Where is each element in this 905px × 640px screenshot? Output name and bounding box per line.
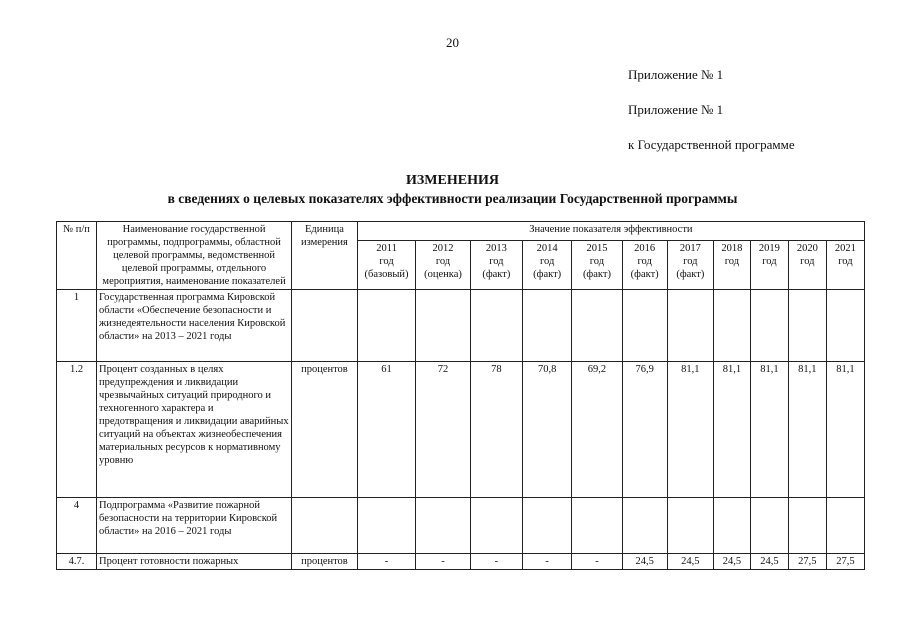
header-name: Наименование государственной программы, подпрограммы, областной целевой программы, ведомственной целевой программы, отдельного мероприятия, наименование показателей [97, 222, 292, 290]
header-year-year: 2019 [758, 242, 780, 254]
row-value-2019: 81,1 [750, 362, 788, 498]
header-year-sub1: год [539, 255, 555, 267]
row-value-2012 [416, 290, 470, 362]
row-value-2018 [713, 290, 750, 362]
row-value-2012 [416, 498, 470, 554]
row-unit [292, 498, 358, 554]
header-year-sub1: год [838, 255, 853, 267]
header-year-sub1: год [379, 255, 394, 267]
header-year-year: 2013 [485, 242, 507, 254]
header-year-sub1: год [489, 255, 504, 267]
annex-label: Приложение № 1 [628, 67, 724, 82]
header-num: № п/п [57, 222, 97, 290]
header-year-sub1: год [435, 255, 451, 267]
row-value-2018: 24,5 [713, 554, 750, 570]
row-value-2016: 24,5 [622, 554, 667, 570]
header-year-year: 2011 [376, 242, 397, 254]
row-value-2015: - [572, 554, 622, 570]
row-value-2020 [788, 290, 826, 362]
header-year-year: 2017 [679, 242, 701, 254]
row-name: Подпрограмма «Развитие пожарной безопасности на территории Кировской области» на 2016 – 2021 годы [97, 498, 292, 554]
row-value-2013 [470, 290, 522, 362]
row-value-2020 [788, 498, 826, 554]
header-unit: Единица измерения [292, 222, 358, 290]
row-value-2016 [622, 290, 667, 362]
header-year-year: 2021 [834, 242, 856, 254]
header-year-2018 [713, 240, 750, 289]
row-value-2016: 76,9 [622, 362, 667, 498]
row-value-2017 [667, 290, 713, 362]
row-name: Процент готовности пожарных [97, 554, 292, 570]
header-year-2020 [788, 240, 826, 289]
row-value-2018: 81,1 [713, 362, 750, 498]
row-value-2017: 24,5 [667, 554, 713, 570]
header-year-sub2: (базовый) [364, 268, 409, 280]
row-value-2012: - [416, 554, 470, 570]
header-year-2017 [667, 240, 713, 289]
row-num: 4 [57, 498, 97, 554]
header-year-2019 [750, 240, 788, 289]
header-year-sub1: год [589, 255, 605, 267]
row-value-2015: 69,2 [572, 362, 622, 498]
row-value-2014 [523, 498, 572, 554]
row-unit [292, 290, 358, 362]
header-year-year: 2014 [536, 242, 558, 254]
table-body [57, 290, 865, 570]
row-value-2014: 70,8 [523, 362, 572, 498]
header-year-2014 [523, 240, 572, 289]
row-value-2011: 61 [357, 362, 416, 498]
row-value-2015 [572, 290, 622, 362]
row-value-2021: 81,1 [826, 362, 864, 498]
header-year-2016 [622, 240, 667, 289]
header-year-sub2: (факт) [676, 268, 705, 280]
row-value-2019 [750, 498, 788, 554]
header-values-group: Значение показателя эффективности [357, 222, 864, 241]
row-value-2015 [572, 498, 622, 554]
row-num: 4.7. [57, 554, 97, 570]
row-name: Процент созданных в целях предупреждения и ликвидации чрезвычайных ситуаций природного и техногенного характера и предотвращения и ликвидации аварийных ситуаций на объектах жизнеобеспечения материальных ресурсов к нормативному уровню [97, 362, 292, 498]
row-value-2019 [750, 290, 788, 362]
row-value-2013: - [470, 554, 522, 570]
row-value-2014 [523, 290, 572, 362]
table-row [57, 554, 865, 570]
table-row [57, 290, 865, 362]
row-value-2020: 81,1 [788, 362, 826, 498]
row-value-2011 [357, 290, 416, 362]
header-year-year: 2016 [634, 242, 656, 254]
header-year-year: 2015 [586, 242, 608, 254]
row-num: 1 [57, 290, 97, 362]
header-year-sub2: (факт) [533, 268, 562, 280]
header-year-sub1: год [762, 255, 777, 267]
row-unit: процентов [292, 362, 358, 498]
header-year-year: 2020 [796, 242, 818, 254]
header-year-2013 [470, 240, 522, 289]
row-value-2017 [667, 498, 713, 554]
annex-target: к Государственной программе [628, 137, 795, 152]
row-value-2017: 81,1 [667, 362, 713, 498]
header-year-sub1: год [724, 255, 740, 267]
row-value-2021 [826, 498, 864, 554]
row-value-2018 [713, 498, 750, 554]
row-unit: процентов [292, 554, 358, 570]
row-value-2021: 27,5 [826, 554, 864, 570]
header-year-sub1: год [683, 255, 698, 267]
row-value-2021 [826, 290, 864, 362]
header-year-year: 2018 [721, 242, 743, 254]
header-year-year: 2012 [432, 242, 454, 254]
header-year-sub1: год [800, 255, 815, 267]
header-year-2021 [826, 240, 864, 289]
header-year-sub2: (факт) [582, 268, 611, 280]
table-row [57, 362, 865, 498]
row-value-2016 [622, 498, 667, 554]
row-value-2019: 24,5 [750, 554, 788, 570]
page-number: 20 [446, 35, 459, 50]
row-value-2011 [357, 498, 416, 554]
header-year-2012 [416, 240, 470, 289]
row-num: 1.2 [57, 362, 97, 498]
row-value-2013: 78 [470, 362, 522, 498]
header-year-2011 [357, 240, 416, 289]
row-value-2011: - [357, 554, 416, 570]
row-value-2014: - [523, 554, 572, 570]
header-year-sub2: (оценка) [424, 268, 462, 280]
header-year-sub2: (факт) [482, 268, 511, 280]
row-name: Государственная программа Кировской области «Обеспечение безопасности и жизнедеятельности населения Кировской области» на 2013 – 2021 годы [97, 290, 292, 362]
header-year-sub2: (факт) [630, 268, 659, 280]
table-row [57, 498, 865, 554]
header-row [57, 222, 865, 241]
annex-label-repeat: Приложение № 1 [628, 102, 724, 117]
document-title: ИЗМЕНЕНИЯ [406, 173, 499, 188]
row-value-2020: 27,5 [788, 554, 826, 570]
header-year-2015 [572, 240, 622, 289]
row-value-2012: 72 [416, 362, 470, 498]
header-year-sub1: год [637, 255, 652, 267]
document-subtitle: в сведениях о целевых показателях эффективности реализации Государственной программы [167, 191, 738, 206]
row-value-2013 [470, 498, 522, 554]
indicators-table [56, 221, 865, 570]
